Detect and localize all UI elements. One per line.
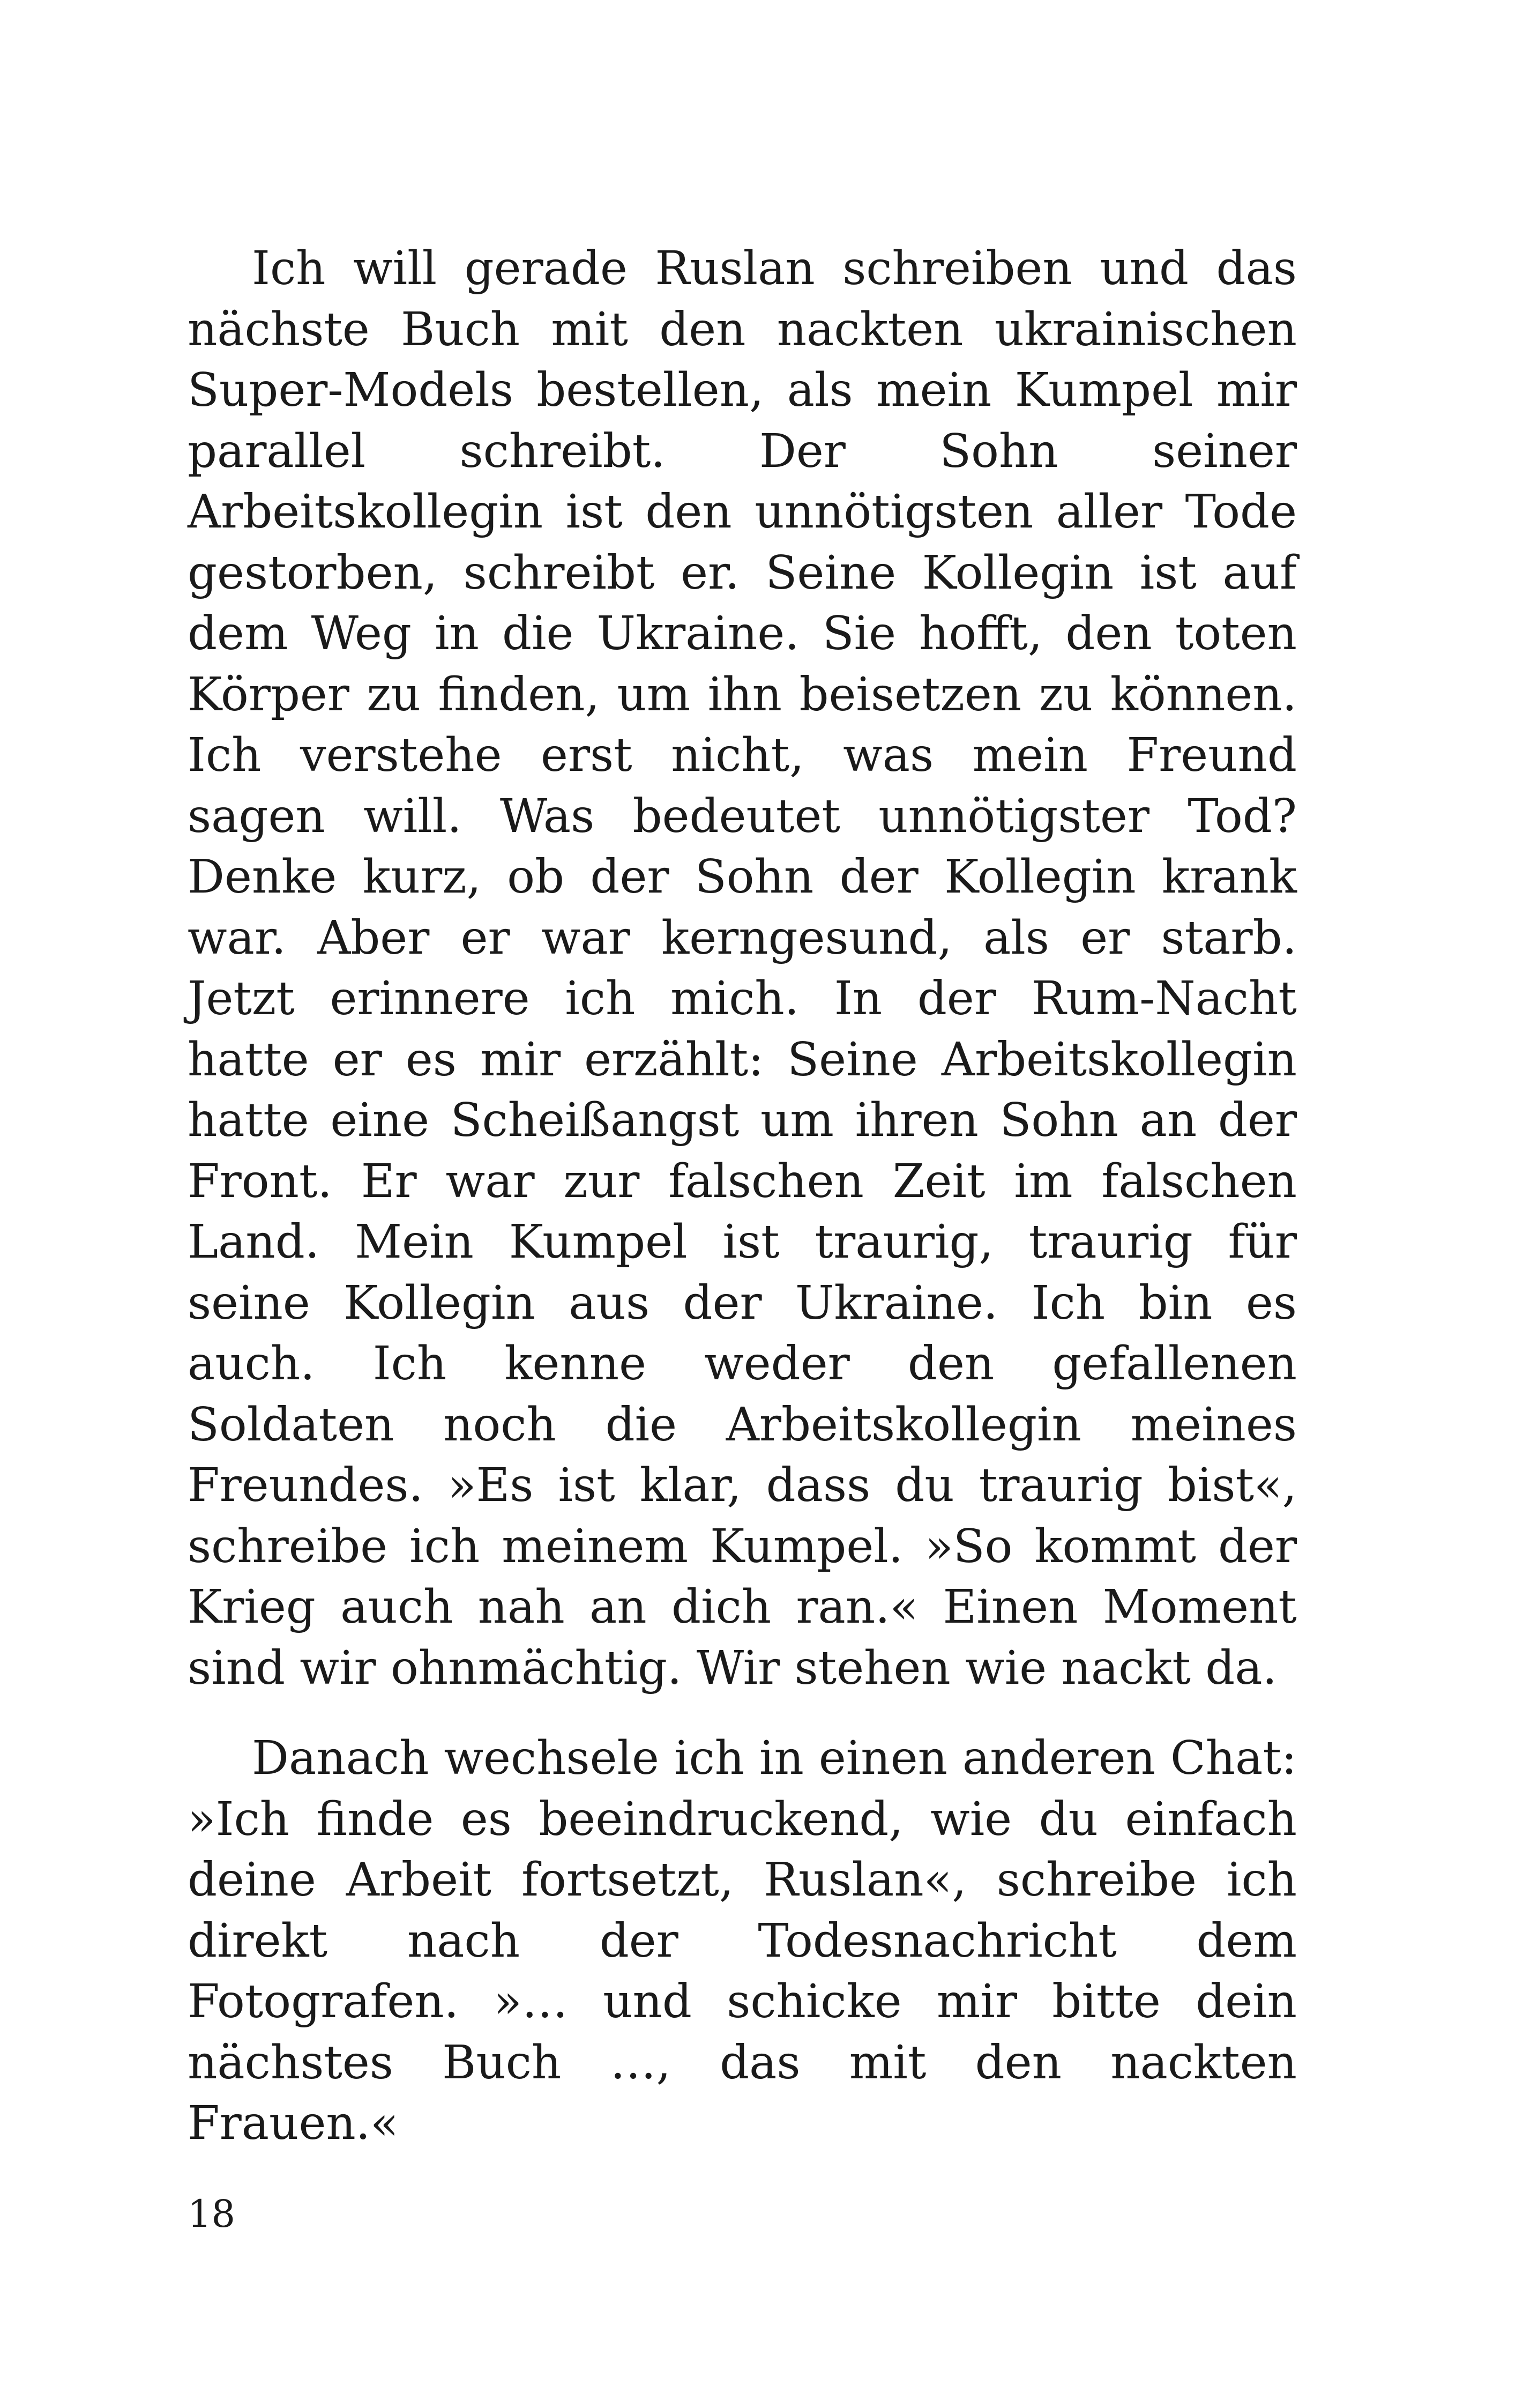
body-text [188, 239, 1297, 2154]
paragraph-2: Danach wechsele ich in einen anderen Chat: »Ich finde es beeindruckend, wie du einfach deine Arbeit fortsetzt, Ruslan«, schreibe ich direkt nach der Todesnachricht dem Fotografen. »… und schicke mir bitte dein nächstes Buch …, das mit den nackten Frauen.« [188, 1731, 1297, 2150]
page-number: 18 [188, 2192, 236, 2236]
paragraph-1: Ich will gerade Ruslan schreiben und das nächste Buch mit den nackten ukrainischen Super-Models bestellen, als mein Kumpel mir parallel schreibt. Der Sohn seiner Arbeitskollegin ist den unnötigsten aller Tode gestorben, schreibt er. Seine Kollegin ist auf dem Weg in die Ukraine. Sie hofft, den toten Körper zu finden, um ihn beisetzen zu können. Ich verstehe erst nicht, was mein Freund sagen will. Was bedeutet unnötigster Tod? Denke kurz, ob der Sohn der Kollegin krank war. Aber er war kerngesund, als er starb. Jetzt erinnere ich mich. In der Rum-Nacht hatte er es mir erzählt: Seine Arbeitskollegin hatte eine Scheißangst um ihren Sohn an der Front. Er war zur falschen Zeit im falschen Land. Mein Kumpel ist traurig, traurig für seine Kollegin aus der Ukraine. Ich bin es auch. Ich kenne weder den gefallenen Soldaten noch die Arbeitskollegin meines Freundes. »Es ist klar, dass du traurig bist«, schreibe ich meinem Kumpel. »So kommt der Krieg auch nah an dich ran.« Einen Moment sind wir ohnmächtig. Wir stehen wie nackt da. [188, 242, 1297, 1695]
